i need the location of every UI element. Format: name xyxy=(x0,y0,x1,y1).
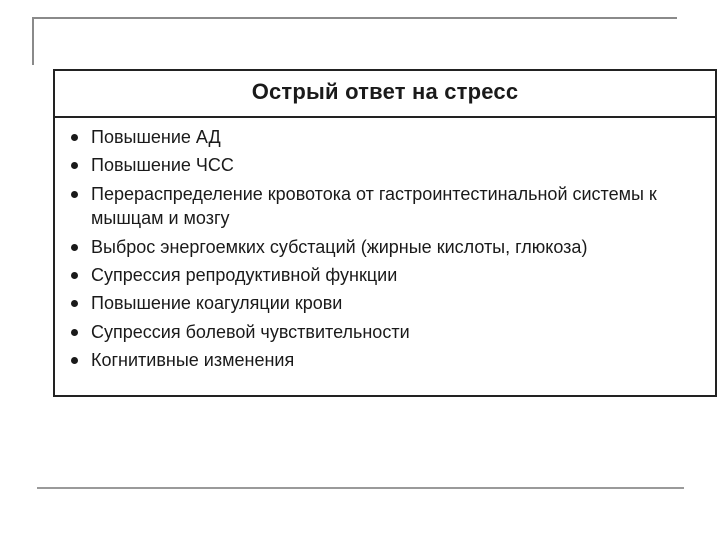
bullet-icon xyxy=(71,357,78,364)
list-item xyxy=(69,125,705,149)
list-item xyxy=(69,235,705,259)
slide-frame-left-line xyxy=(32,17,34,65)
list-item-text: Повышение ЧСС xyxy=(91,155,234,176)
table-bottom-rule xyxy=(53,395,717,397)
list-item-text: Выброс энергоемких субстаций (жирные кислоты, глюкоза) xyxy=(91,236,588,257)
slide-frame-top-line xyxy=(32,17,677,19)
list-item-text: Супрессия репродуктивной функции xyxy=(91,265,398,286)
list-item xyxy=(69,182,705,231)
list-item xyxy=(69,263,705,287)
bullet-icon xyxy=(71,300,78,307)
list-item xyxy=(69,153,705,177)
list-item-text: Супрессия болевой чувствительности xyxy=(91,321,410,342)
list-item-text: Когнитивные изменения xyxy=(91,350,295,371)
stress-response-table xyxy=(53,69,717,397)
list-item xyxy=(69,320,705,344)
list-item-text: Повышение АД xyxy=(91,127,221,147)
bullet-icon xyxy=(71,191,78,198)
list-item xyxy=(69,348,705,372)
bullet-icon xyxy=(71,134,78,141)
bullet-icon xyxy=(71,162,78,169)
table-header-rule xyxy=(53,116,717,118)
list-item xyxy=(69,291,705,315)
bullet-icon xyxy=(71,272,78,279)
stress-effects-list xyxy=(69,125,705,377)
list-item-text: Перераспределение кровотока от гастроинтестинальной системы к мышцам и мозгу xyxy=(91,183,657,229)
bullet-icon xyxy=(71,329,78,336)
bullet-icon xyxy=(71,244,78,251)
table-top-rule xyxy=(53,69,717,71)
slide-footer-line xyxy=(37,487,684,489)
table-title: Острый ответ на стресс xyxy=(251,79,519,104)
list-item-text: Повышение коагуляции крови xyxy=(91,293,343,314)
